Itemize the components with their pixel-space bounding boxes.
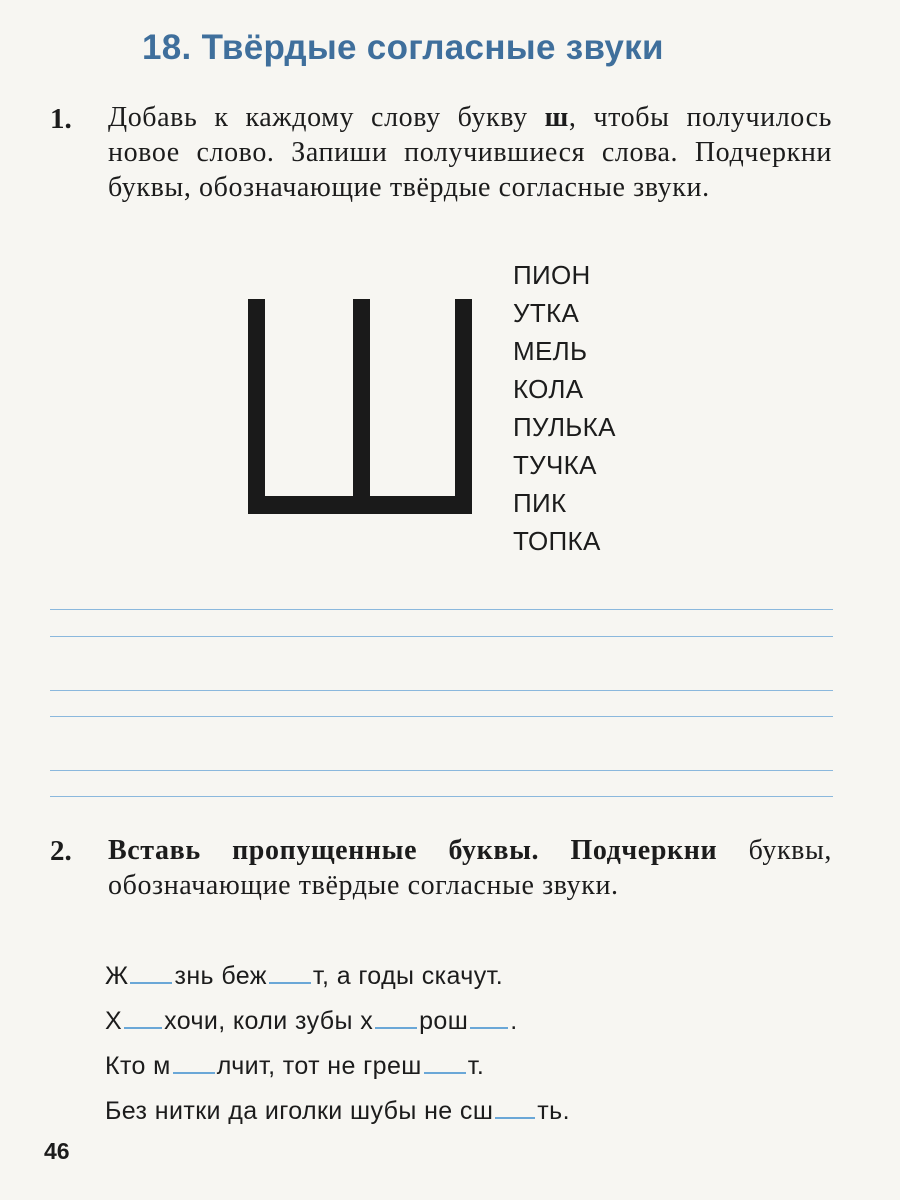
blank-field[interactable] xyxy=(130,960,172,984)
writing-line[interactable] xyxy=(50,796,833,797)
word-list xyxy=(513,256,616,560)
word-item: ТУЧКА xyxy=(513,450,597,480)
proverb-text: Ж xyxy=(105,962,129,990)
task-1-text-end: , чтобы получилось новое слово. Запиши получившиеся слова. Подчеркни буквы, обозначающие твёрдые согласные звуки. xyxy=(108,102,832,203)
word-item: ТОПКА xyxy=(513,526,601,556)
word-item: ПИК xyxy=(513,488,567,518)
proverb-line xyxy=(105,1046,570,1091)
proverb-list xyxy=(105,956,570,1136)
proverb-text: рош xyxy=(419,1007,469,1035)
proverb-text: хочи, коли зубы х xyxy=(164,1007,374,1035)
writing-line[interactable] xyxy=(50,609,833,610)
proverb-line xyxy=(105,1001,570,1046)
lesson-title: 18. Твёрдые согласные звуки xyxy=(142,28,664,67)
proverb-text: ть. xyxy=(537,1097,570,1125)
task-1-number: 1. xyxy=(50,103,72,135)
word-item: ПИОН xyxy=(513,260,591,290)
blank-field[interactable] xyxy=(375,1005,417,1029)
proverb-text: Без нитки да иголки шубы не сш xyxy=(105,1097,494,1125)
proverb-line xyxy=(105,1091,570,1136)
writing-line[interactable] xyxy=(50,690,833,691)
proverb-text: Кто м xyxy=(105,1052,171,1080)
page-number: 46 xyxy=(44,1138,70,1164)
proverb-text: Х xyxy=(105,1007,123,1035)
word-item: МЕЛЬ xyxy=(513,336,588,366)
blank-field[interactable] xyxy=(124,1005,162,1029)
writing-line[interactable] xyxy=(50,636,833,637)
task-2-text-bold: Вставь пропущенные буквы. Подчеркни xyxy=(108,835,718,866)
word-item: ПУЛЬКА xyxy=(513,412,616,442)
blank-field[interactable] xyxy=(173,1050,215,1074)
writing-line[interactable] xyxy=(50,770,833,771)
word-item: УТКА xyxy=(513,298,580,328)
proverb-text: . xyxy=(510,1007,518,1035)
proverb-line xyxy=(105,956,570,1001)
task-1-letter: ш xyxy=(544,102,569,133)
proverb-text: знь беж xyxy=(174,962,267,990)
proverb-text: т, а годы скачут. xyxy=(312,962,504,990)
task-2-instructions xyxy=(108,833,832,903)
proverb-text: т. xyxy=(467,1052,485,1080)
blank-field[interactable] xyxy=(495,1095,535,1119)
task-2-number: 2. xyxy=(50,835,72,867)
blank-field[interactable] xyxy=(424,1050,466,1074)
task-2-text-rest: буквы, обозначающие твёрдые согласные звуки. xyxy=(108,835,832,901)
task-1-text-start: Добавь к каждому слову букву xyxy=(108,102,545,133)
proverb-text: лчит, тот не греш xyxy=(216,1052,422,1080)
blank-field[interactable] xyxy=(269,960,311,984)
writing-line[interactable] xyxy=(50,716,833,717)
task-1-instructions xyxy=(108,100,832,205)
blank-field[interactable] xyxy=(470,1005,508,1029)
word-item: КОЛА xyxy=(513,374,584,404)
